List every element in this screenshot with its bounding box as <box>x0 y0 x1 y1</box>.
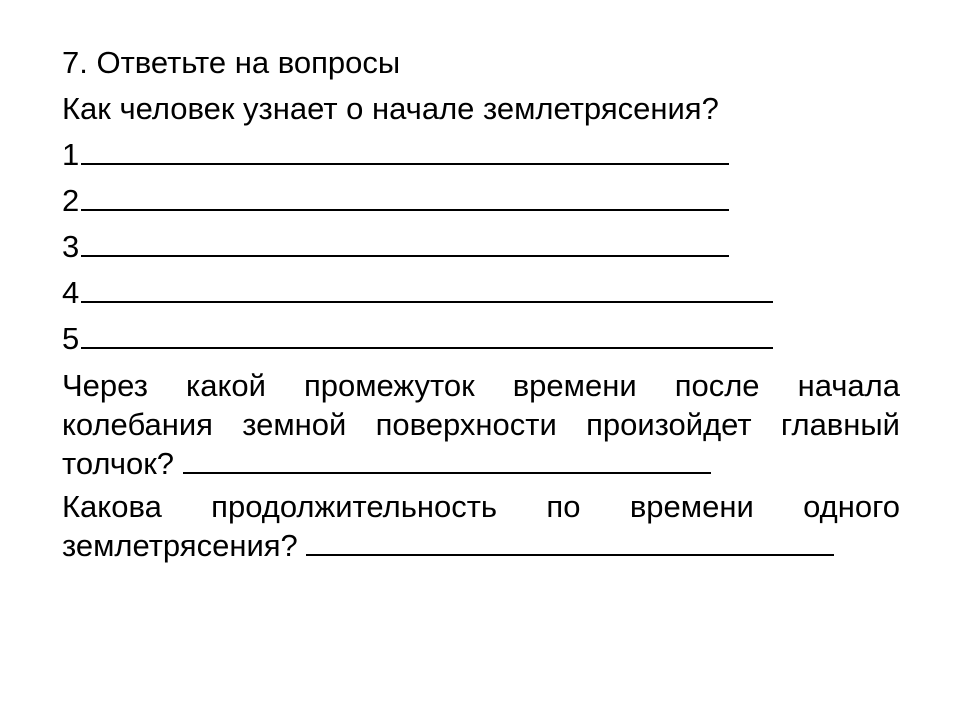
answer-line-3 <box>62 224 900 270</box>
answer-line-2 <box>62 178 900 224</box>
answer-line-5 <box>62 316 900 362</box>
answer-blank <box>81 271 773 303</box>
answer-blank <box>81 179 729 211</box>
answer-number: 5 <box>62 321 80 356</box>
answer-blank <box>306 530 834 556</box>
question-3: Какова продолжительность по времени одного землетрясения? <box>62 489 900 563</box>
answer-line-1 <box>62 132 900 178</box>
question-3-block <box>62 487 900 565</box>
answer-number: 1 <box>62 137 80 172</box>
task-title: 7. Ответьте на вопросы <box>62 45 401 80</box>
answer-number: 3 <box>62 229 80 264</box>
question-1: Как человек узнает о начале землетрясения? <box>62 91 719 126</box>
answer-blank <box>81 133 729 165</box>
answer-blank <box>81 225 729 257</box>
answer-line-4 <box>62 270 900 316</box>
answer-number: 2 <box>62 183 80 218</box>
question-2-block <box>62 366 900 483</box>
worksheet <box>62 40 900 565</box>
question-2: Через какой промежуток времени после начала колебания земной поверхности произойдет главный толчок? <box>62 368 900 481</box>
answer-blank <box>183 448 711 474</box>
answer-number: 4 <box>62 275 80 310</box>
answer-blank <box>81 317 773 349</box>
